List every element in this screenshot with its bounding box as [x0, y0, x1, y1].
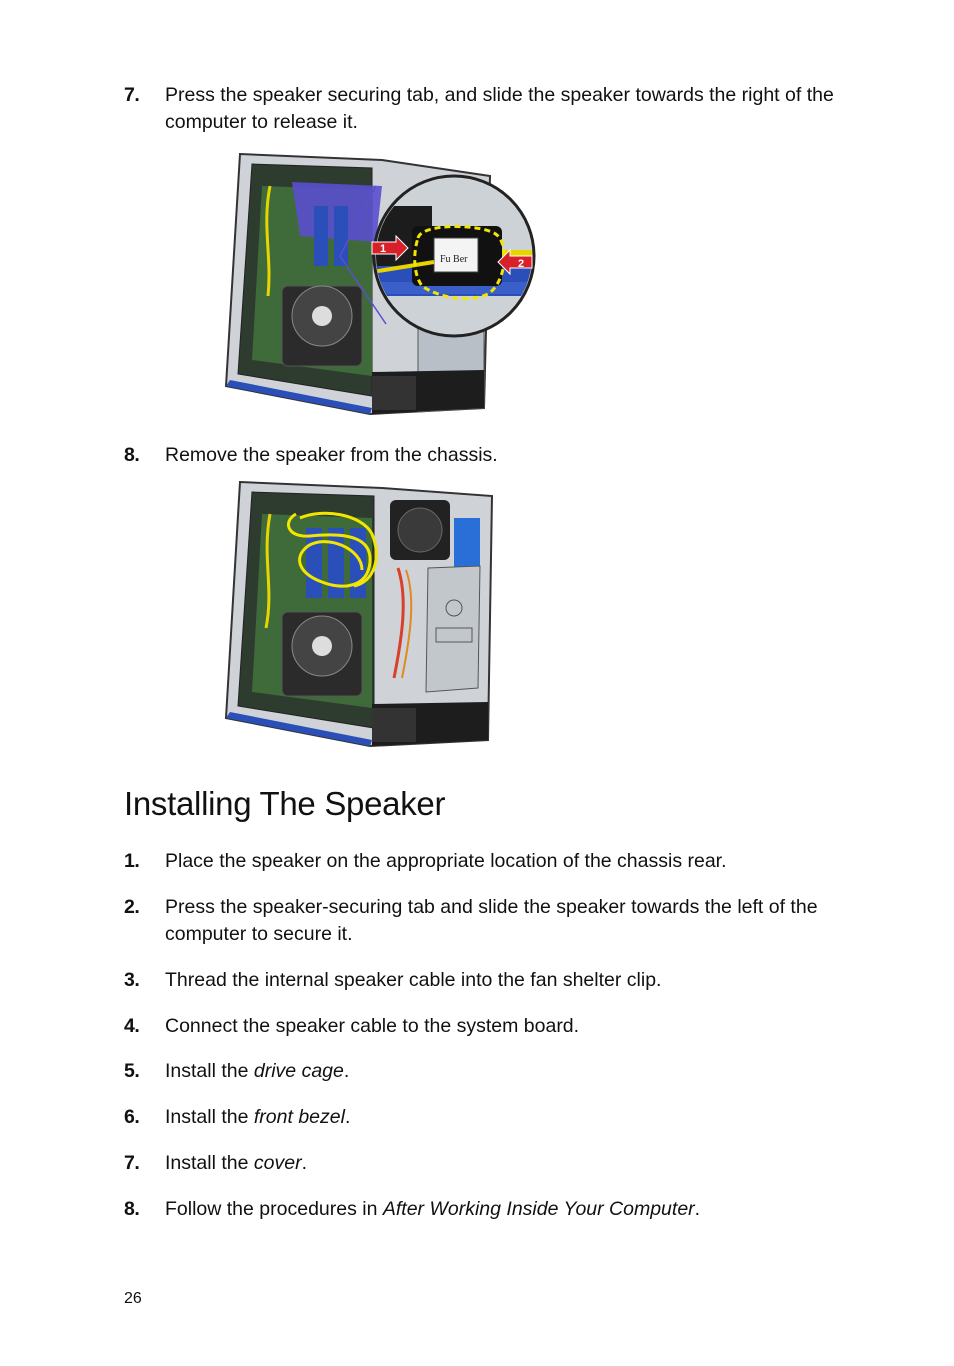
- speaker-label: Fu Ber: [440, 254, 468, 265]
- step-text: Remove the speaker from the chassis.: [165, 444, 498, 466]
- step-number: 8.: [124, 444, 140, 466]
- step-text: [165, 1058, 855, 1085]
- step-text: [165, 1196, 855, 1223]
- front-bezel-link[interactable]: front bezel: [253, 1106, 345, 1128]
- step-text: [165, 1150, 855, 1177]
- callout-2: 2: [518, 258, 525, 270]
- step-number: 7.: [124, 84, 140, 106]
- step-prefix: Install the: [165, 1106, 254, 1128]
- drive-cage-link[interactable]: drive cage: [253, 1060, 344, 1082]
- step-suffix: .: [301, 1152, 307, 1174]
- step-text: Press the speaker-securing tab and slide the speaker towards the left of the computer to secure it.: [165, 896, 818, 945]
- step-number: 4.: [124, 1015, 140, 1037]
- step-number: 3.: [124, 969, 140, 991]
- step-prefix: Install the: [165, 1152, 254, 1174]
- step-text: Thread the internal speaker cable into the fan shelter clip.: [165, 969, 662, 991]
- step-number: 1.: [124, 850, 140, 872]
- speaker-remove-illustration: [222, 478, 542, 750]
- step-number: 5.: [124, 1060, 140, 1082]
- step-number: 8.: [124, 1198, 140, 1220]
- step-suffix: .: [694, 1198, 701, 1220]
- callout-1: 1: [380, 243, 387, 255]
- step-text: Place the speaker on the appropriate location of the chassis rear.: [165, 850, 727, 872]
- step-prefix: Install the: [165, 1060, 254, 1082]
- figure-speaker-release: [222, 146, 542, 418]
- step-text: Connect the speaker cable to the system board.: [165, 1015, 580, 1037]
- step-number: 7.: [124, 1152, 140, 1174]
- cover-link[interactable]: cover: [253, 1152, 302, 1174]
- step-number: 2.: [124, 896, 140, 918]
- page-number: 26: [124, 1290, 142, 1307]
- after-working-link[interactable]: After Working Inside Your Computer: [382, 1198, 695, 1220]
- step-suffix: .: [343, 1060, 350, 1082]
- step-number: 6.: [124, 1106, 140, 1128]
- figure-speaker-remove: [222, 478, 542, 750]
- step-text: [165, 1104, 855, 1131]
- step-suffix: .: [344, 1106, 351, 1128]
- speaker-release-illustration: [222, 146, 542, 418]
- step-prefix: Follow the procedures in: [165, 1198, 383, 1220]
- section-title: Installing The Speaker: [124, 785, 446, 822]
- step-text: Press the speaker securing tab, and slide the speaker towards the right of the computer to release it.: [165, 84, 834, 133]
